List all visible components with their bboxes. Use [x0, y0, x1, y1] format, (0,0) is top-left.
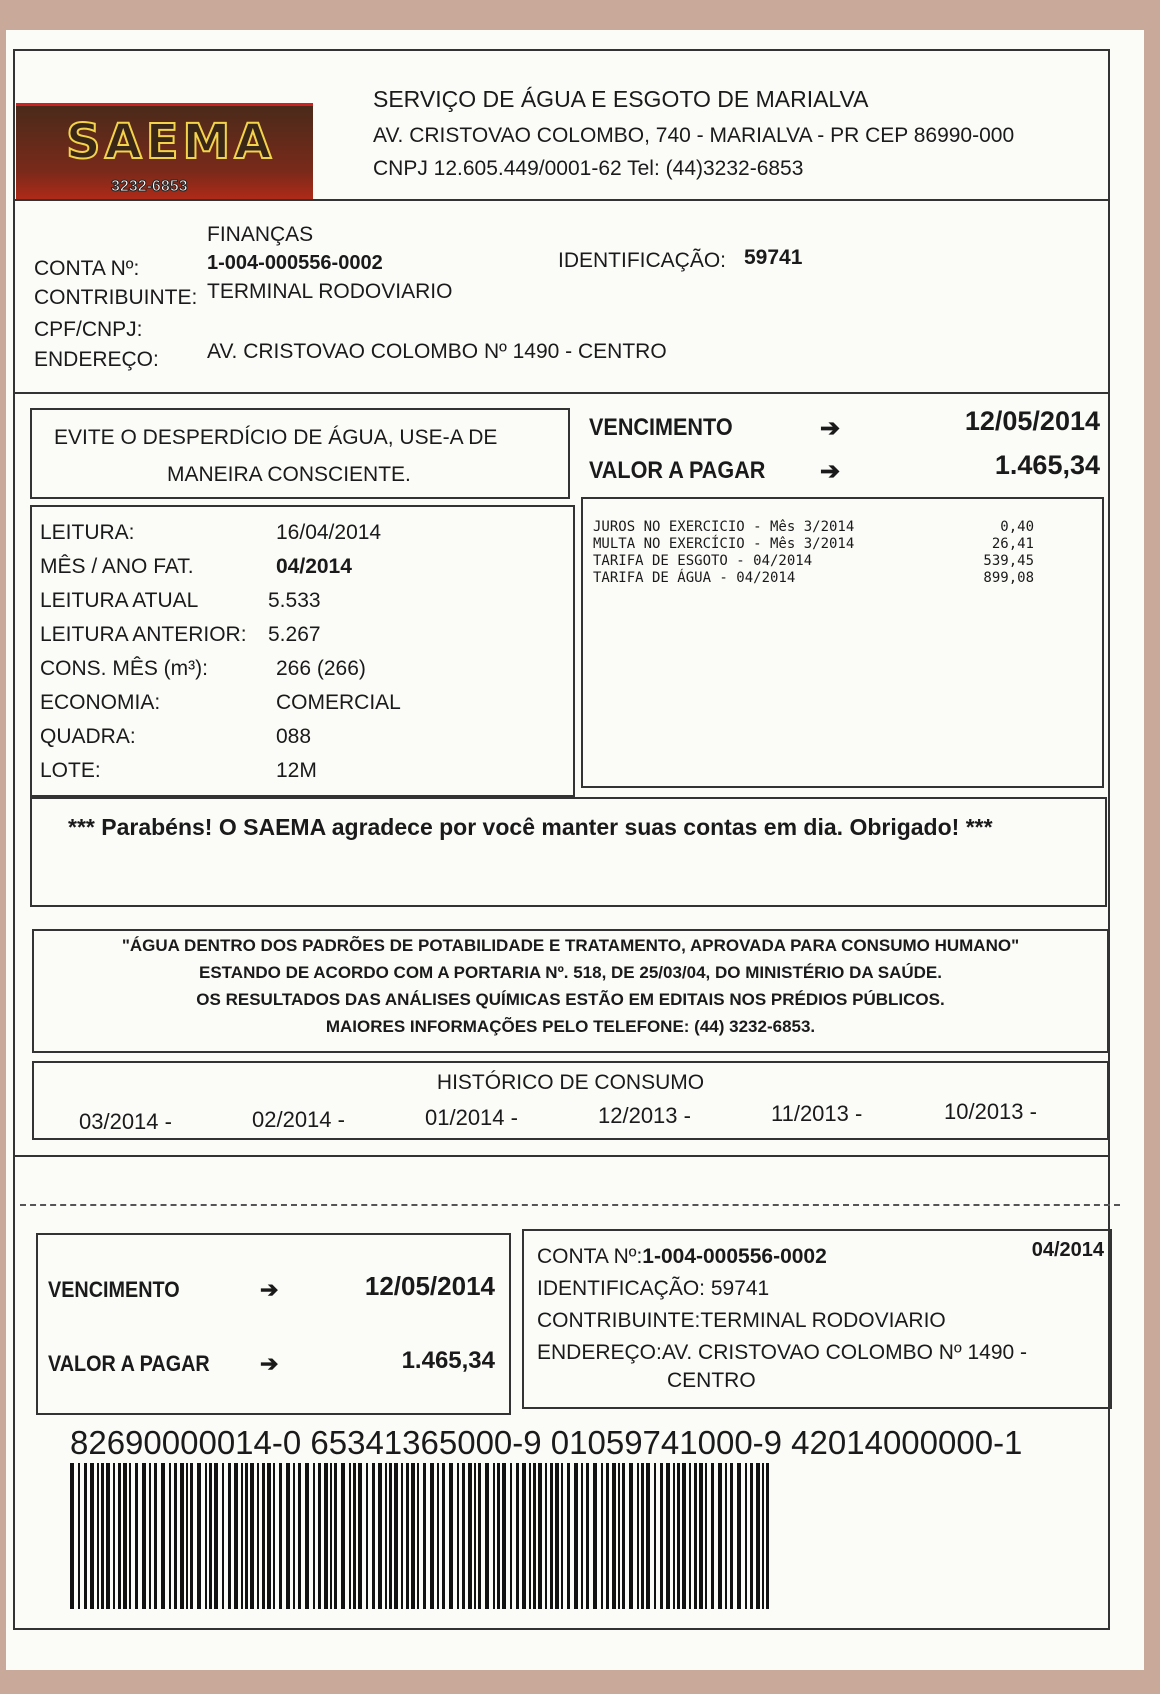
- barcode-bar: [161, 1463, 165, 1609]
- barcode-bar: [169, 1463, 171, 1609]
- barcode-bar: [502, 1463, 506, 1609]
- barcode-bar: [581, 1463, 583, 1609]
- barcode-bar: [567, 1463, 570, 1609]
- barcode-bar: [756, 1463, 760, 1609]
- quality-line: MAIORES INFORMAÇÕES PELO TELEFONE: (44) 3232-6853.: [325, 1017, 816, 1036]
- barcode-bar: [442, 1463, 445, 1609]
- barcode-bar: [411, 1463, 415, 1609]
- barcode-bar: [606, 1463, 609, 1609]
- charge-description: MULTA NO EXERCÍCIO - Mês 3/2014: [593, 536, 855, 552]
- barcode-bar: [449, 1463, 453, 1609]
- stub-contrib: CONTRIBUINTE:TERMINAL RODOVIARIO: [537, 1309, 946, 1332]
- barcode-bar: [190, 1463, 193, 1609]
- barcode-bar: [123, 1463, 127, 1609]
- barcode-bar: [241, 1463, 243, 1609]
- history-month: 10/2013 -: [944, 1099, 1037, 1124]
- stub-vencimento-label: VENCIMENTO: [48, 1277, 180, 1302]
- vencimento-value: 12/05/2014: [964, 406, 1100, 436]
- ident-value: 59741: [744, 246, 803, 269]
- company-address: AV. CRISTOVAO COLOMBO, 740 - MARIALVA - PR CEP 86990-000: [373, 124, 1015, 147]
- history-month: 01/2014 -: [425, 1105, 518, 1130]
- reading-value: COMERCIAL: [276, 691, 401, 714]
- contrib-label: CONTRIBUINTE:: [34, 286, 198, 309]
- barcode-bar: [245, 1463, 248, 1609]
- barcode-bar: [385, 1463, 387, 1609]
- barcode-bar: [353, 1463, 356, 1609]
- barcode-bar: [358, 1463, 362, 1609]
- endereco-value: AV. CRISTOVAO COLOMBO Nº 1490 - CENTRO: [207, 340, 667, 363]
- barcode-bar: [118, 1463, 121, 1609]
- barcode-bar: [468, 1463, 472, 1609]
- barcode-bar: [209, 1463, 212, 1609]
- barcode-bar: [478, 1463, 481, 1609]
- barcode-bar: [660, 1463, 663, 1609]
- barcode-bar: [154, 1463, 157, 1609]
- charges-box: [581, 497, 1104, 788]
- barcode-bar: [262, 1463, 265, 1609]
- barcode-bar: [286, 1463, 290, 1609]
- reading-value: 088: [276, 725, 312, 748]
- reading-label: LEITURA ATUAL: [40, 589, 199, 612]
- charge-amount: 539,45: [983, 553, 1034, 569]
- reading-value: 5.533: [268, 589, 321, 612]
- stub-payment-box: [36, 1233, 511, 1415]
- barcode-bar: [273, 1463, 275, 1609]
- barcode-bar: [298, 1463, 301, 1609]
- barcode-bar: [730, 1463, 733, 1609]
- logo-phone: 3232-6853: [111, 178, 188, 195]
- barcode-bar: [677, 1463, 680, 1609]
- barcode-bar: [113, 1463, 115, 1609]
- barcode-bar: [555, 1463, 559, 1609]
- history-month: 03/2014 -: [79, 1109, 172, 1134]
- barcode-bar: [529, 1463, 531, 1609]
- stub-ref: 04/2014: [1031, 1239, 1104, 1261]
- barcode-bar: [234, 1463, 238, 1609]
- charge-amount: 0,40: [1000, 519, 1034, 535]
- barcode-bar: [106, 1463, 110, 1609]
- stub-account-box: [522, 1229, 1112, 1409]
- quality-line: ESTANDO DE ACORDO COM A PORTARIA Nº. 518, DE 25/03/04, DO MINISTÉRIO DA SAÚDE.: [199, 963, 942, 982]
- stub-ident: IDENTIFICAÇÃO: 59741: [537, 1277, 770, 1300]
- history-title: HISTÓRICO DE CONSUMO: [436, 1071, 705, 1094]
- category: FINANÇAS: [207, 223, 314, 246]
- charge-description: TARIFA DE ÁGUA - 04/2014: [593, 570, 796, 586]
- barcode-bar: [637, 1463, 639, 1609]
- charge-amount: 26,41: [991, 536, 1034, 552]
- history-month: 12/2013 -: [598, 1103, 691, 1128]
- contrib-value: TERMINAL RODOVIARIO: [207, 280, 453, 303]
- barcode-bar: [97, 1463, 99, 1609]
- charge-description: JUROS NO EXERCICIO - Mês 3/2014: [593, 519, 855, 535]
- cpf-label: CPF/CNPJ:: [34, 318, 143, 341]
- barcode-bar: [561, 1463, 563, 1609]
- divider: [13, 392, 1110, 394]
- cut-line: [20, 1204, 1120, 1206]
- stub-conta-label: CONTA Nº:: [537, 1245, 643, 1268]
- barcode-bar: [250, 1463, 254, 1609]
- reading-label: QUADRA:: [40, 725, 136, 748]
- barcode-bar: [622, 1463, 625, 1609]
- stub-valor-label: VALOR A PAGAR: [48, 1351, 210, 1376]
- barcode-bar: [689, 1463, 691, 1609]
- barcode-bar: [545, 1463, 547, 1609]
- barcode-bar: [745, 1463, 747, 1609]
- barcode-bar: [593, 1463, 597, 1609]
- divider: [13, 1155, 1110, 1157]
- barcode-bar: [725, 1463, 727, 1609]
- charge-amount: 899,08: [983, 570, 1034, 586]
- barcode-bar: [394, 1463, 398, 1609]
- barcode-bar: [334, 1463, 337, 1609]
- barcode-bar: [222, 1463, 224, 1609]
- stub-endereco-2: CENTRO: [667, 1369, 756, 1392]
- barcode-bar: [267, 1463, 271, 1609]
- barcode-digits: 82690000014-0 65341365000-9 01059741000-9 42014000000-1: [70, 1424, 1023, 1461]
- barcode-bar: [457, 1463, 459, 1609]
- barcode-bar: [586, 1463, 589, 1609]
- barcode-bar: [389, 1463, 392, 1609]
- barcode-bar: [601, 1463, 603, 1609]
- barcode-bar: [90, 1463, 94, 1609]
- barcode-bar: [135, 1463, 138, 1609]
- reading-value: 266 (266): [276, 657, 366, 680]
- vencimento-label: VENCIMENTO: [589, 414, 733, 441]
- barcode-bar: [180, 1463, 184, 1609]
- history-month: 11/2013 -: [771, 1101, 863, 1126]
- barcode-bar: [197, 1463, 201, 1609]
- barcode-bar: [533, 1463, 536, 1609]
- barcode-bar: [174, 1463, 177, 1609]
- barcode-bar: [305, 1463, 309, 1609]
- barcode-bar: [737, 1463, 741, 1609]
- reading-value: 04/2014: [276, 555, 352, 578]
- barcode-bar: [654, 1463, 656, 1609]
- barcode-bar: [510, 1463, 512, 1609]
- barcode-bar: [366, 1463, 368, 1609]
- quality-box: [32, 929, 1109, 1053]
- history-box: [32, 1061, 1109, 1140]
- reading-label: MÊS / ANO FAT.: [40, 555, 194, 578]
- reading-label: LEITURA ANTERIOR:: [40, 623, 247, 646]
- company-name: SERVIÇO DE ÁGUA E ESGOTO DE MARIALVA: [373, 86, 869, 112]
- barcode-bar: [324, 1463, 328, 1609]
- barcode-bar: [149, 1463, 151, 1609]
- barcode-bar: [750, 1463, 753, 1609]
- arrow-icon: ➔: [260, 1277, 279, 1302]
- barcode-bar: [705, 1463, 707, 1609]
- charge-description: TARIFA DE ESGOTO - 04/2014: [593, 553, 813, 569]
- barcode-bar: [205, 1463, 207, 1609]
- barcode-bar: [762, 1463, 764, 1609]
- valor-label: VALOR A PAGAR: [589, 457, 766, 484]
- valor-value: 1.465,34: [994, 450, 1100, 480]
- reading-label: CONS. MÊS (m³):: [40, 657, 208, 680]
- barcode-bar: [228, 1463, 231, 1609]
- barcode-bar: [279, 1463, 282, 1609]
- barcode-bar: [485, 1463, 489, 1609]
- barcode-bar: [493, 1463, 495, 1609]
- endereco-label: ENDEREÇO:: [34, 348, 159, 371]
- ident-label: IDENTIFICAÇÃO:: [558, 249, 727, 272]
- warning-line: MANEIRA CONSCIENTE.: [167, 463, 411, 486]
- barcode-bar: [417, 1463, 419, 1609]
- barcode-bar: [550, 1463, 553, 1609]
- barcode-bar: [423, 1463, 426, 1609]
- barcode-bar: [318, 1463, 321, 1609]
- arrow-icon: ➔: [260, 1351, 279, 1376]
- barcode-bar: [641, 1463, 644, 1609]
- stub-valor-value: 1.465,34: [401, 1347, 495, 1374]
- divider: [13, 199, 1110, 201]
- thanks-message: *** Parabéns! O SAEMA agradece por você manter suas contas em dia. Obrigado! ***: [68, 814, 993, 840]
- barcode-bar: [516, 1463, 519, 1609]
- barcode-bar: [214, 1463, 218, 1609]
- barcode-bar: [699, 1463, 703, 1609]
- barcode-bar: [497, 1463, 500, 1609]
- barcode-bar: [186, 1463, 188, 1609]
- barcode-bar: [474, 1463, 476, 1609]
- barcode-bar: [682, 1463, 686, 1609]
- barcode-bar: [78, 1463, 80, 1609]
- barcode-bar: [430, 1463, 434, 1609]
- barcode-bar: [378, 1463, 382, 1609]
- barcode-bar: [406, 1463, 409, 1609]
- barcode-bar: [293, 1463, 295, 1609]
- barcode-bar: [401, 1463, 403, 1609]
- warning-line: EVITE O DESPERDÍCIO DE ÁGUA, USE-A DE: [54, 426, 498, 449]
- barcode-bar: [84, 1463, 87, 1609]
- barcode-bar: [673, 1463, 675, 1609]
- stub-vencimento-value: 12/05/2014: [364, 1271, 495, 1301]
- barcode-bar: [349, 1463, 351, 1609]
- conta-number: 1-004-000556-0002: [207, 252, 383, 274]
- reading-value: 12M: [276, 759, 317, 782]
- barcode-bar: [437, 1463, 439, 1609]
- reading-label: LOTE:: [40, 759, 101, 782]
- barcode-bar: [313, 1463, 315, 1609]
- quality-line: "ÁGUA DENTRO DOS PADRÕES DE POTABILIDADE E TRATAMENTO, APROVADA PARA CONSUMO HUMANO": [121, 936, 1020, 955]
- arrow-icon: ➔: [820, 415, 841, 442]
- barcode-bar: [522, 1463, 526, 1609]
- reading-label: LEITURA:: [40, 521, 135, 544]
- barcode-bar: [718, 1463, 722, 1609]
- barcode-bar: [666, 1463, 670, 1609]
- barcode-bar: [129, 1463, 131, 1609]
- quality-line: OS RESULTADOS DAS ANÁLISES QUÍMICAS ESTÃO EM EDITAIS NOS PRÉDIOS PÚBLICOS.: [196, 990, 945, 1009]
- barcode-bar: [618, 1463, 620, 1609]
- conta-label: CONTA Nº:: [34, 257, 140, 280]
- reading-label: ECONOMIA:: [40, 691, 161, 714]
- reading-value: 5.267: [268, 623, 321, 646]
- barcode-bar: [629, 1463, 633, 1609]
- barcode-bar: [711, 1463, 714, 1609]
- barcode-bar: [612, 1463, 616, 1609]
- saema-logo: [16, 103, 313, 200]
- barcode-bar: [372, 1463, 375, 1609]
- arrow-icon: ➔: [820, 458, 841, 485]
- barcode-bar: [101, 1463, 104, 1609]
- barcode-bar: [646, 1463, 650, 1609]
- history-month: 02/2014 -: [252, 1107, 345, 1132]
- barcode-bar: [70, 1463, 74, 1609]
- barcode-bar: [574, 1463, 578, 1609]
- stub-conta: 1-004-000556-0002: [642, 1245, 827, 1268]
- barcode-bar: [694, 1463, 697, 1609]
- thanks-box: [30, 797, 1107, 907]
- barcode-bar: [330, 1463, 332, 1609]
- barcode-bar: [462, 1463, 465, 1609]
- reading-value: 16/04/2014: [276, 521, 382, 544]
- barcode-bar: [766, 1463, 769, 1609]
- warning-box: [30, 408, 570, 499]
- barcode-bar: [257, 1463, 259, 1609]
- reading-box: [30, 505, 575, 797]
- barcode-bar: [538, 1463, 542, 1609]
- logo-text: SAEMA: [66, 114, 276, 170]
- stub-endereco: ENDEREÇO:AV. CRISTOVAO COLOMBO Nº 1490 -: [537, 1341, 1028, 1364]
- company-cnpj: CNPJ 12.605.449/0001-62 Tel: (44)3232-6853: [373, 157, 804, 180]
- barcode-bar: [341, 1463, 345, 1609]
- barcode-bar: [142, 1463, 146, 1609]
- barcode: [70, 1463, 775, 1609]
